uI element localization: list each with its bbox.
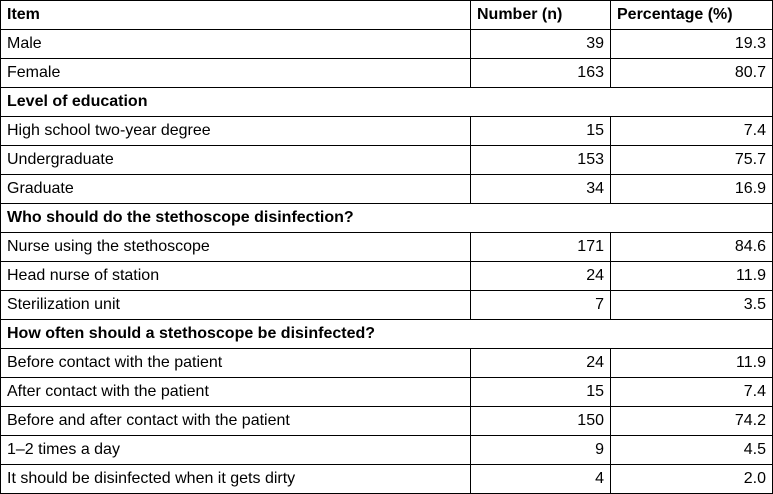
row-percentage-cell: 7.4 — [611, 117, 773, 146]
section-row — [1, 88, 773, 117]
header-number: Number (n) — [471, 1, 611, 30]
row-number-cell: 163 — [471, 59, 611, 88]
table-row — [1, 349, 773, 378]
row-number-cell: 150 — [471, 407, 611, 436]
row-number-cell: 171 — [471, 233, 611, 262]
row-number-cell: 7 — [471, 291, 611, 320]
row-item-cell: Before contact with the patient — [1, 349, 471, 378]
section-row — [1, 320, 773, 349]
row-item-cell: Undergraduate — [1, 146, 471, 175]
table-row — [1, 291, 773, 320]
row-item-cell: Head nurse of station — [1, 262, 471, 291]
table-row — [1, 30, 773, 59]
row-item-cell: Male — [1, 30, 471, 59]
table-row — [1, 262, 773, 291]
table-row — [1, 436, 773, 465]
table-row — [1, 465, 773, 494]
table-row — [1, 146, 773, 175]
row-item-cell: It should be disinfected when it gets dirty — [1, 465, 471, 494]
table-row — [1, 233, 773, 262]
header-percentage: Percentage (%) — [611, 1, 773, 30]
row-item-cell: 1–2 times a day — [1, 436, 471, 465]
row-item-cell: Nurse using the stethoscope — [1, 233, 471, 262]
table-row — [1, 407, 773, 436]
table-row — [1, 59, 773, 88]
row-item-cell: Female — [1, 59, 471, 88]
section-label: Level of education — [1, 88, 773, 117]
row-percentage-cell: 11.9 — [611, 349, 773, 378]
section-label: How often should a stethoscope be disinfected? — [1, 320, 773, 349]
row-number-cell: 24 — [471, 262, 611, 291]
row-item-cell: Sterilization unit — [1, 291, 471, 320]
row-number-cell: 4 — [471, 465, 611, 494]
table-header — [1, 1, 773, 30]
row-percentage-cell: 74.2 — [611, 407, 773, 436]
row-percentage-cell: 84.6 — [611, 233, 773, 262]
header-item: Item — [1, 1, 471, 30]
header-row — [1, 1, 773, 30]
row-percentage-cell: 4.5 — [611, 436, 773, 465]
row-percentage-cell: 3.5 — [611, 291, 773, 320]
row-percentage-cell: 19.3 — [611, 30, 773, 59]
row-item-cell: Graduate — [1, 175, 471, 204]
row-number-cell: 15 — [471, 378, 611, 407]
row-number-cell: 15 — [471, 117, 611, 146]
row-item-cell: Before and after contact with the patient — [1, 407, 471, 436]
table-row — [1, 175, 773, 204]
section-row — [1, 204, 773, 233]
row-percentage-cell: 2.0 — [611, 465, 773, 494]
row-item-cell: High school two-year degree — [1, 117, 471, 146]
row-percentage-cell: 16.9 — [611, 175, 773, 204]
row-percentage-cell: 11.9 — [611, 262, 773, 291]
row-percentage-cell: 75.7 — [611, 146, 773, 175]
table-row — [1, 378, 773, 407]
row-number-cell: 9 — [471, 436, 611, 465]
row-number-cell: 24 — [471, 349, 611, 378]
section-label: Who should do the stethoscope disinfection? — [1, 204, 773, 233]
row-percentage-cell: 80.7 — [611, 59, 773, 88]
table-row — [1, 117, 773, 146]
row-percentage-cell: 7.4 — [611, 378, 773, 407]
row-item-cell: After contact with the patient — [1, 378, 471, 407]
table-body — [1, 30, 773, 494]
row-number-cell: 153 — [471, 146, 611, 175]
row-number-cell: 34 — [471, 175, 611, 204]
row-number-cell: 39 — [471, 30, 611, 59]
